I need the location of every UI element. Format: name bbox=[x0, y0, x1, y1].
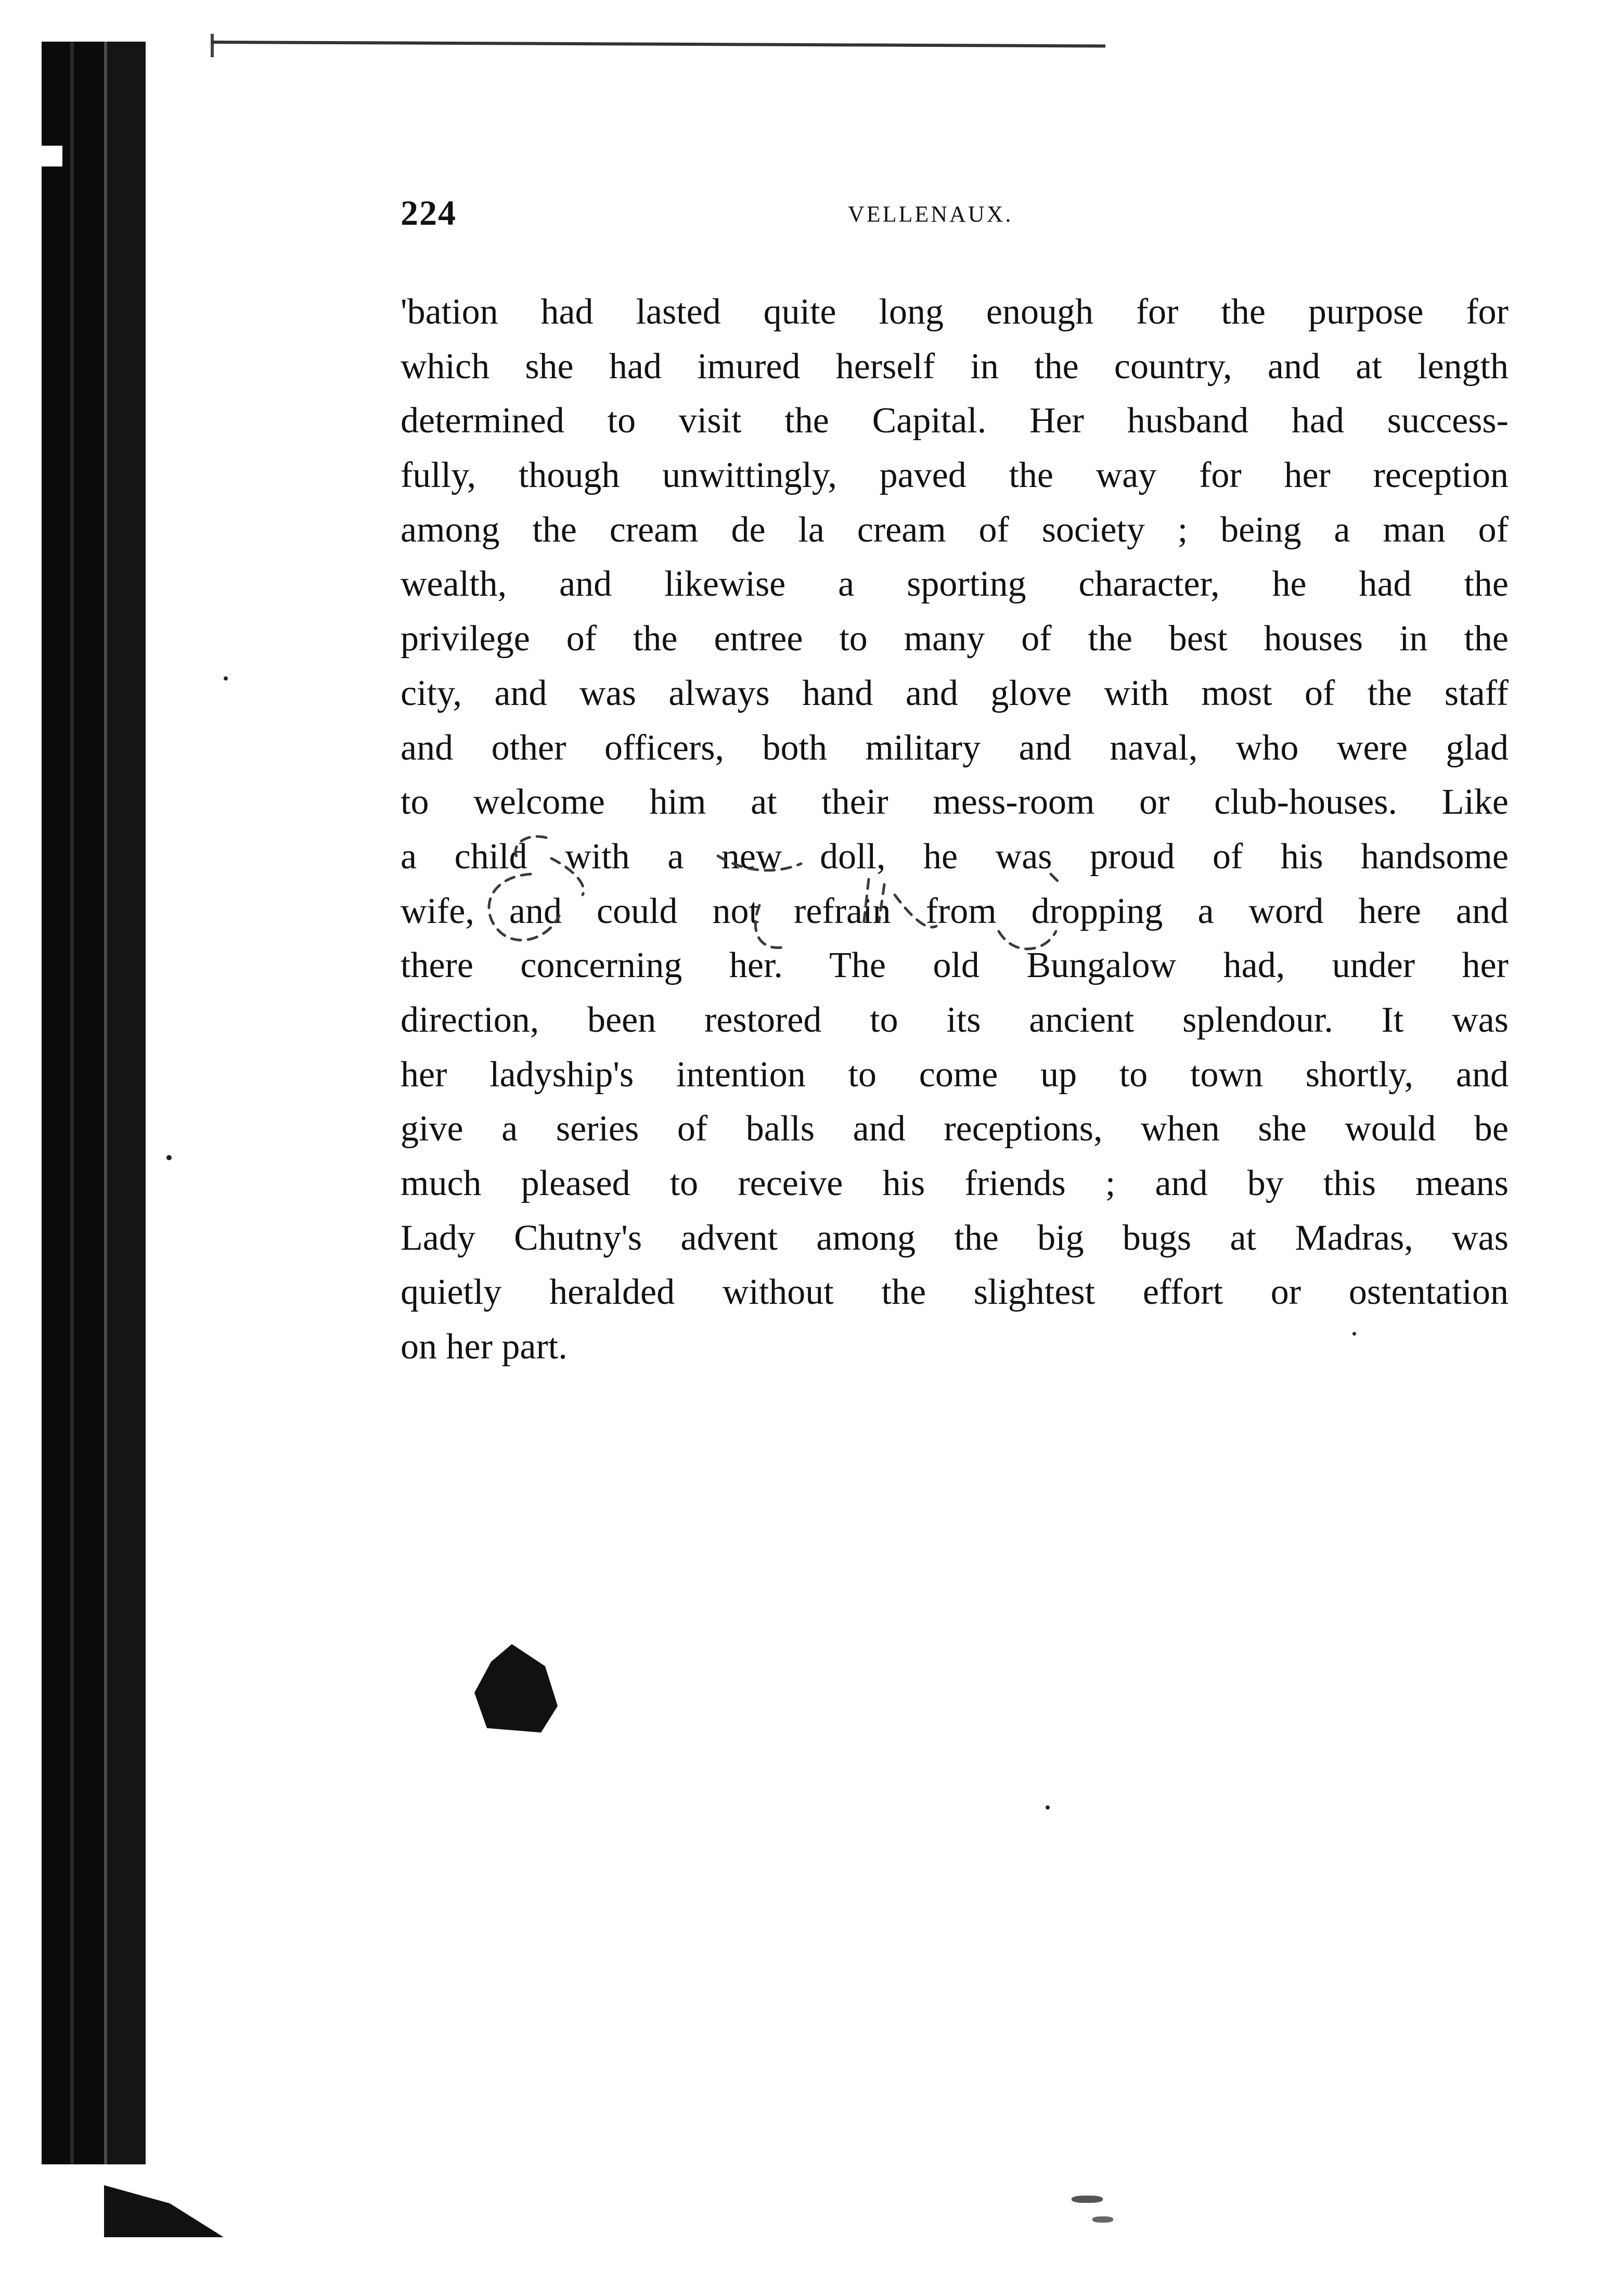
dust-speck bbox=[224, 676, 228, 681]
text-line: direction, been restored to its ancient splendour. It was bbox=[401, 999, 1509, 1040]
text-line: fully, though unwittingly, paved the way for her reception bbox=[401, 455, 1509, 496]
text-line: on her part. bbox=[401, 1327, 568, 1367]
dust-speck bbox=[1352, 1332, 1356, 1336]
top-edge-rule bbox=[211, 41, 1105, 48]
text-line: wife, and could not refrain from dropping a word here and bbox=[401, 891, 1509, 931]
text-line: wealth, and likewise a sporting character, he had the bbox=[401, 564, 1509, 605]
spine-gap bbox=[42, 146, 62, 166]
text-line: a child with a new doll, he was proud of his handsome bbox=[401, 836, 1509, 877]
text-line: give a series of balls and receptions, when she would be bbox=[401, 1109, 1509, 1149]
faded-stamp-marks bbox=[468, 827, 1092, 957]
page-header bbox=[401, 193, 1066, 239]
spine-foot-shadow bbox=[104, 2185, 224, 2237]
dust-speck bbox=[1092, 2216, 1113, 2223]
text-line: city, and was always hand and glove with most of the staff bbox=[401, 673, 1509, 713]
dust-speck bbox=[166, 1155, 172, 1160]
top-edge-tick bbox=[211, 34, 214, 57]
dust-speck bbox=[1072, 2196, 1103, 2203]
page-number: 224 bbox=[401, 193, 457, 233]
text-line: and other officers, both military and naval, who were glad bbox=[401, 727, 1509, 768]
faded-stamp-smudge bbox=[468, 827, 1092, 957]
text-line: Lady Chutny's advent among the big bugs at Madras, was bbox=[401, 1217, 1509, 1258]
text-line: privilege of the entree to many of the best houses in the bbox=[401, 619, 1509, 659]
book-spine-shadow bbox=[42, 42, 146, 2164]
text-line: her ladyship's intention to come up to town shortly, and bbox=[401, 1054, 1509, 1095]
text-line: much pleased to receive his friends ; and by this means bbox=[401, 1163, 1509, 1203]
text-line: to welcome him at their mess-room or club-houses. Like bbox=[401, 782, 1509, 823]
text-line: quietly heralded without the slightest effort or ostentation bbox=[401, 1272, 1509, 1313]
text-line: which she had imured herself in the country, and at length bbox=[401, 346, 1509, 387]
text-line: determined to visit the Capital. Her husband had success- bbox=[401, 401, 1509, 441]
dust-speck bbox=[1046, 1805, 1050, 1810]
text-line: there concerning her. The old Bungalow had, under her bbox=[401, 945, 1509, 986]
text-line: 'bation had lasted quite long enough for the purpose for bbox=[401, 292, 1509, 332]
text-line: among the cream de la cream of society ; being a man of bbox=[401, 509, 1509, 550]
running-head: VELLENAUX. bbox=[848, 201, 1013, 227]
ink-blot bbox=[474, 1644, 558, 1733]
